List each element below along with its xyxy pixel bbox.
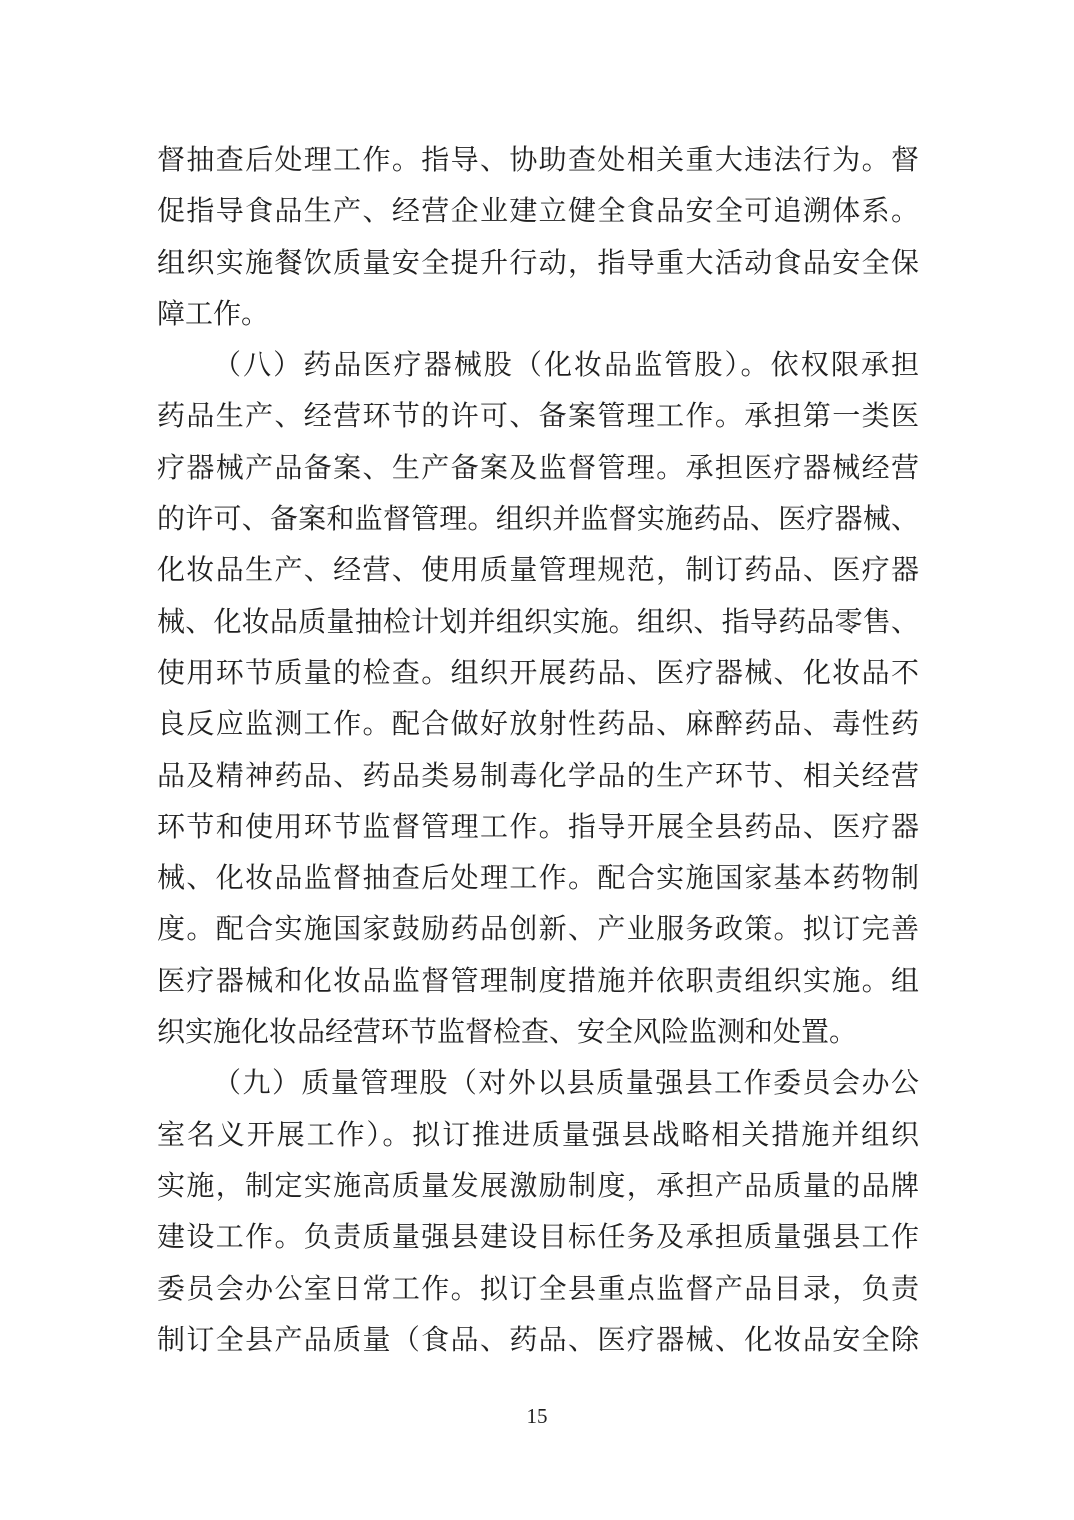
text-line: 良反应监测工作。配合做好放射性药品、麻醉药品、毒性药	[157, 709, 919, 741]
text-line: 的许可、备案和监督管理。组织并监督实施药品、医疗器械、	[157, 504, 919, 536]
text-line: 医疗器械和化妆品监督管理制度措施并依职责组织实施。组	[157, 965, 919, 997]
text-line: 度。配合实施国家鼓励药品创新、产业服务政策。拟订完善	[157, 914, 919, 946]
text-line: 促指导食品生产、经营企业建立健全食品安全可追溯体系。	[157, 196, 919, 228]
text-line: 疗器械产品备案、生产备案及监督管理。承担医疗器械经营	[157, 452, 919, 484]
text-line: 障工作。	[157, 298, 270, 330]
text-line: 室名义开展工作）。拟订推进质量强县战略相关措施并组织	[157, 1119, 919, 1151]
text-line: 环节和使用环节监督管理工作。指导开展全县药品、医疗器	[157, 811, 919, 843]
text-line: 药品生产、经营环节的许可、备案管理工作。承担第一类医	[157, 401, 919, 433]
text-line: 使用环节质量的检查。组织开展药品、医疗器械、化妆品不	[157, 657, 919, 689]
text-line-section-heading: （八）药品医疗器械股（化妆品监管股）。依权限承担	[213, 350, 919, 382]
text-line: 制订全县产品质量（食品、药品、医疗器械、化妆品安全除	[157, 1324, 919, 1356]
page-number: 15	[526, 1404, 548, 1428]
text-line: 织实施化妆品经营环节监督检查、安全风险监测和处置。	[157, 1017, 858, 1049]
text-block	[157, 135, 919, 1366]
text-line: 械、化妆品质量抽检计划并组织实施。组织、指导药品零售、	[157, 606, 919, 638]
text-line: 品及精神药品、药品类易制毒化学品的生产环节、相关经营	[157, 760, 919, 792]
text-line: 械、化妆品监督抽查后处理工作。配合实施国家基本药物制	[157, 863, 919, 895]
text-line-section-heading: （九）质量管理股（对外以县质量强县工作委员会办公	[213, 1068, 919, 1100]
text-line: 督抽查后处理工作。指导、协助查处相关重大违法行为。督	[157, 145, 919, 176]
text-line: 建设工作。负责质量强县建设目标任务及承担质量强县工作	[157, 1222, 919, 1254]
text-line: 实施，制定实施高质量发展激励制度，承担产品质量的品牌	[157, 1170, 919, 1202]
text-line: 化妆品生产、经营、使用质量管理规范，制订药品、医疗器	[157, 555, 919, 587]
text-line: 委员会办公室日常工作。拟订全县重点监督产品目录，负责	[157, 1273, 919, 1305]
text-line: 组织实施餐饮质量安全提升行动，指导重大活动食品安全保	[157, 247, 919, 279]
